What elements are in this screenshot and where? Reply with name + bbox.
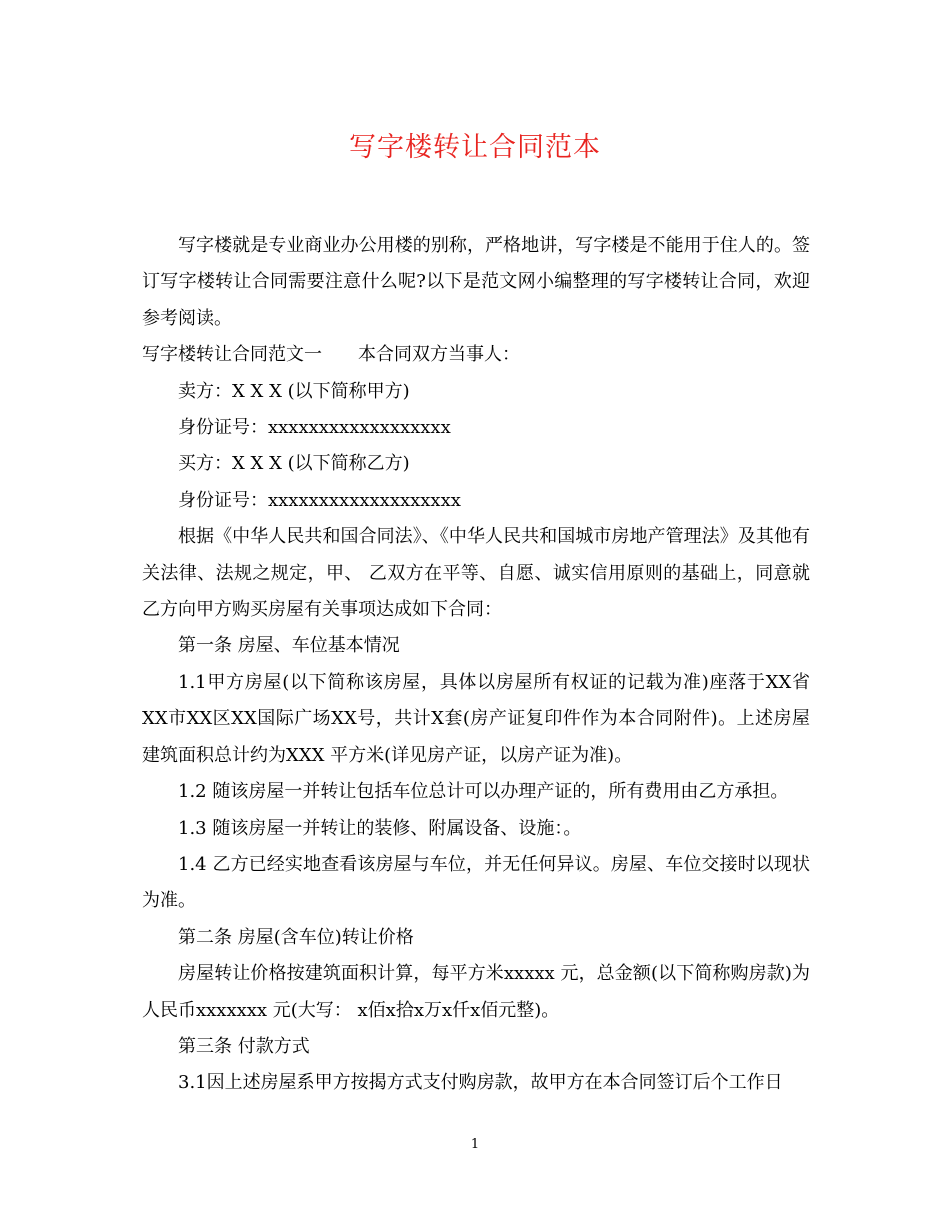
article-3-heading: 第三条 付款方式 <box>178 1035 310 1057</box>
clause-1-3: 1.3 随该房屋一并转让的装修、附属设备、设施：。 <box>178 817 582 839</box>
page-number: 1 <box>470 1137 480 1152</box>
document-body <box>142 228 810 1102</box>
document-title: 写字楼转让合同范本 <box>349 132 601 163</box>
article-1-heading: 第一条 房屋、车位基本情况 <box>178 635 400 657</box>
buyer-id-line: 身份证号：xxxxxxxxxxxxxxxxxxx <box>178 489 461 511</box>
clause-3-1: 3.1因上述房屋系甲方按揭方式支付购房款，故甲方在本合同签订后个工作日 <box>178 1072 783 1094</box>
clause-1-2: 1.2 随该房屋一并转让包括车位总计可以办理产证的，所有费用由乙方承担。 <box>178 781 789 803</box>
parties-intro: 本合同双方当事人： <box>358 344 520 366</box>
clause-1-1: 1.1甲方房屋(以下简称该房屋，具体以房屋所有权证的记载为准)座落于XX省XX市XX区XX国际广场XX号，共计X套(房产证复印件作为本合同附件)。上述房屋建筑面积总计约为XXX 平方米(详见房产证，以房产证为准)。 <box>142 671 810 766</box>
legal-basis-paragraph: 根据《中华人民共和国合同法》、《中华人民共和国城市房地产管理法》及其他有关法律、法规之规定，甲、 乙双方在平等、自愿、诚实信用原则的基础上，同意就乙方向甲方购买房屋有关事项达成如下合同： <box>142 526 810 621</box>
seller-line: 卖方：X X X (以下简称甲方) <box>178 380 410 402</box>
buyer-line: 买方：X X X (以下简称乙方) <box>178 453 410 475</box>
clause-1-4: 1.4 乙方已经实地查看该房屋与车位，并无任何异议。房屋、车位交接时以现状为准。 <box>142 853 810 912</box>
article-2-heading: 第二条 房屋(含车位)转让价格 <box>178 926 414 948</box>
sample-heading: 写字楼转让合同范文一 <box>142 344 322 366</box>
price-paragraph: 房屋转让价格按建筑面积计算，每平方米xxxxx 元，总金额(以下简称购房款)为人民币xxxxxxx 元(大写： x佰x拾x万x仟x佰元整)。 <box>142 963 810 1021</box>
sample-heading-line <box>142 337 810 373</box>
intro-paragraph: 写字楼就是专业商业办公用楼的别称，严格地讲，写字楼是不能用于住人的。签订写字楼转让合同需要注意什么呢?以下是范文网小编整理的写字楼转让合同，欢迎参考阅读。 <box>142 235 810 329</box>
seller-id-line: 身份证号：xxxxxxxxxxxxxxxxxx <box>178 417 451 439</box>
